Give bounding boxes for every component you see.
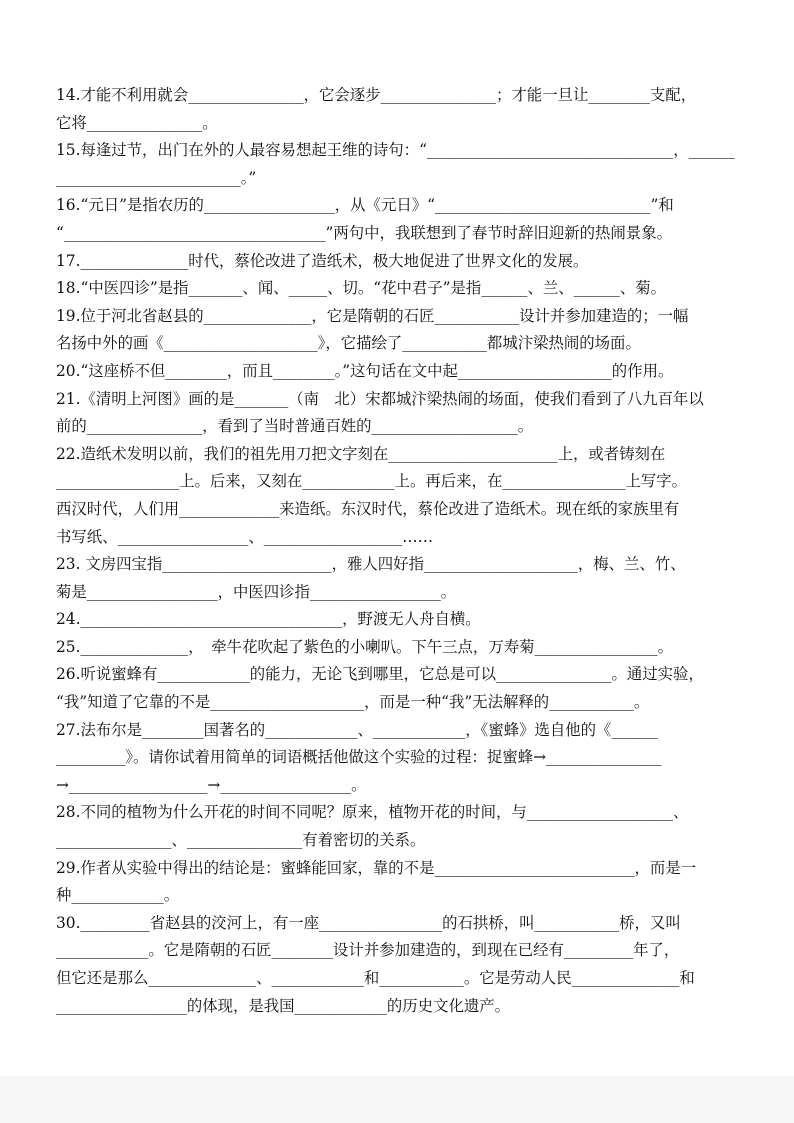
text-line: 种____________。 xyxy=(56,886,180,905)
text-line: 16.“元日”是指农历的_________________，从《元日》“____________________________”和 xyxy=(56,196,674,215)
text-line: 25.______________， 牵牛花吹起了紫色的小喇叭。下午三点，万寿菊________________。 xyxy=(56,637,674,656)
text-line: 21.《清明上河图》画的是_______（南 北）宋都城汴梁热闹的场面，使我们看到了八九百年以 xyxy=(56,389,704,408)
text-line: _________》。请你试着用简单的词语概括他做这个实验的过程：捉蜜蜂→_______________ xyxy=(56,748,662,767)
text-line: 22.造纸术发明以前，我们的祖先用刀把文字刻在______________________上，或者铸刻在 xyxy=(56,444,666,463)
text-line: _______________、_______________有着密切的关系。 xyxy=(56,831,426,850)
text-line: “__________________________________”两句中，我联想到了春节时辞旧迎新的热闹景象。 xyxy=(56,223,672,242)
text-line: 14.才能不利用就会_______________，它会逐步_______________；才能一旦让________支配， xyxy=(56,86,697,104)
text-line: 18.“中医四诊”是指_______、闻、_____、切。“花中君子”是指______、兰、______、菊。 xyxy=(56,279,667,298)
text-line: 名扬中外的画《____________________》，它描绘了___________都城汴梁热闹的场面。 xyxy=(56,334,641,353)
text-line: “我”知道了它靠的不是____________________，而是一种“我”无法解释的___________。 xyxy=(56,693,650,712)
text-line: 19.位于河北省赵县的______________，它是隋朝的石匠___________设计并参加建造的；一幅 xyxy=(56,306,689,325)
text-line: 26.听说蜜蜂有____________的能力，无论飞到哪里，它总是可以_______________。通过实验， xyxy=(56,665,704,684)
text-line: 15.每逢过节，出门在外的人最容易想起王维的诗句：“________________________________，______ xyxy=(56,141,735,160)
text-line: 但它还是那么______________、____________和___________。它是劳动人民______________和 xyxy=(56,969,695,987)
text-line: 29.作者从实验中得出的结论是：蜜蜂能回家，靠的不是__________________________，而是一 xyxy=(56,858,697,877)
text-line: 前的_______________，看到了当时普通百姓的___________________。 xyxy=(56,417,534,436)
text-line: 23. 文房四宝指______________________，雅人四好指____________________，梅、兰、竹、 xyxy=(56,555,686,574)
page-bottom-band xyxy=(0,1076,794,1123)
text-line: 西汉时代，人们用_____________来造纸。东汉时代，蔡伦改进了造纸术。现在纸的家族里有 xyxy=(56,499,680,518)
text-line: ________________________。” xyxy=(56,168,257,187)
question-list xyxy=(56,82,746,1020)
text-line: →__________________→_________________。 xyxy=(56,775,367,794)
text-line: 24.__________________________________，野渡无人舟自横。 xyxy=(56,610,481,629)
text-line: ________________上。后来，又刻在____________上。再后来，在________________上写字。 xyxy=(56,472,688,491)
text-line: 它将_______________。 xyxy=(56,113,218,132)
text-line: _________________的体现，是我国____________的历史文化遗产。 xyxy=(56,996,511,1015)
text-line: 17.______________时代，蔡伦改进了造纸术，极大地促进了世界文化的发展。 xyxy=(56,251,589,270)
text-line: 菊是_________________，中医四诊指_________________。 xyxy=(56,582,457,601)
text-line: 28.不同的植物为什么开花的时间不同呢？原来，植物开花的时间，与___________________、 xyxy=(56,803,689,822)
text-line: 书写纸、_________________、__________________…… xyxy=(56,527,434,546)
text-line: ____________。它是隋朝的石匠________设计并参加建造的，到现在已经有_________年了， xyxy=(56,941,680,960)
text-line: 27.法布尔是________国著名的____________、____________，《蜜蜂》选自他的《______ xyxy=(56,720,658,739)
text-line: 20.“这座桥不但________，而且________。”这句话在文中起____________________的作用。 xyxy=(56,361,674,380)
text-line: 30._________省赵县的洨河上，有一座________________的石拱桥，叫___________桥，又叫 xyxy=(56,913,681,932)
